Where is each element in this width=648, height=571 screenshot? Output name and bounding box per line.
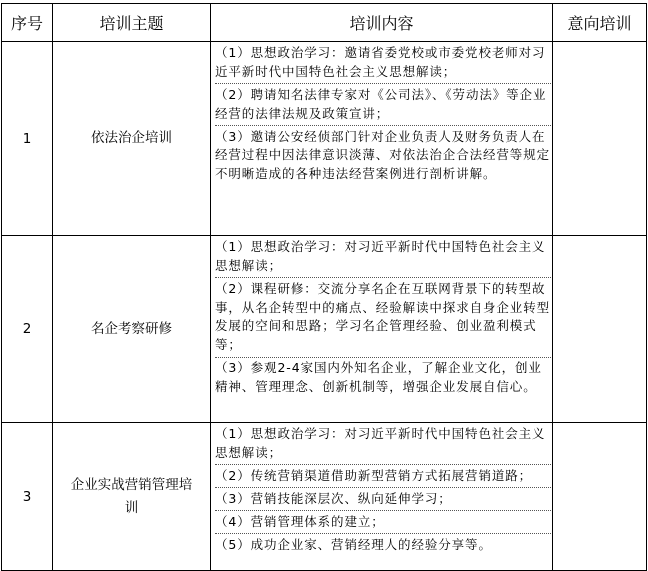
content-item: （1）思想政治学习：邀请省委党校或市委党校老师对习近平新时代中国特色社会主义思想解读；	[215, 45, 546, 79]
content-item: （1）思想政治学习：对习近平新时代中国特色社会主义思想解读；	[215, 426, 546, 460]
content-item: （1）思想政治学习：对习近平新时代中国特色社会主义思想解读；	[215, 239, 546, 273]
row-index: 1	[2, 42, 53, 236]
content-item: （3）邀请公安经侦部门针对企业负责人及财务负责人在经营过程中因法律意识淡薄、对依法治企合法经营等规定不明晰造成的各种违法经营案例进行剖析讲解。	[215, 128, 551, 182]
training-table	[1, 3, 647, 571]
row-topic: 依法治企培训	[53, 42, 211, 236]
content-item: （5）成功企业家、营销经理人的经验分享等。	[215, 536, 492, 552]
row-content	[211, 423, 553, 571]
row-intent[interactable]	[553, 42, 647, 236]
table-row	[2, 236, 647, 423]
row-content	[211, 42, 553, 236]
content-item: （2）聘请知名法律专家对《公司法》、《劳动法》等企业经营的法律法规及政策宣讲；	[215, 86, 547, 121]
content-item: （3）参观2-4家国内外知名企业，了解企业文化，创业精神、管理理念、创新机制等，增强企业发展自信心。	[215, 360, 542, 394]
row-content	[211, 236, 553, 423]
row-index: 2	[2, 236, 53, 423]
row-index: 3	[2, 423, 53, 571]
content-item: （4）营销管理体系的建立；	[215, 513, 385, 529]
header-topic: 培训主题	[53, 4, 211, 42]
content-item: （2）课程研修：交流分享名企在互联网背景下的转型故事，从名企转型中的痛点、经验解读中探求自身企业转型发展的空间和思路；学习名企管理经验、创业盈利模式等；	[215, 280, 551, 353]
row-intent[interactable]	[553, 423, 647, 571]
table-row	[2, 423, 647, 571]
row-topic: 企业实战营销管理培训	[53, 423, 211, 571]
content-item: （2）传统营销渠道借助新型营销方式拓展营销道路；	[215, 467, 533, 483]
row-topic: 名企考察研修	[53, 236, 211, 423]
table-row	[2, 42, 647, 236]
content-item: （3）营销技能深层次、纵向延伸学习；	[215, 490, 452, 506]
header-index: 序号	[2, 4, 53, 42]
row-intent[interactable]	[553, 236, 647, 423]
header-intent: 意向培训	[553, 4, 647, 42]
header-content: 培训内容	[211, 4, 553, 42]
header-row	[2, 4, 647, 42]
